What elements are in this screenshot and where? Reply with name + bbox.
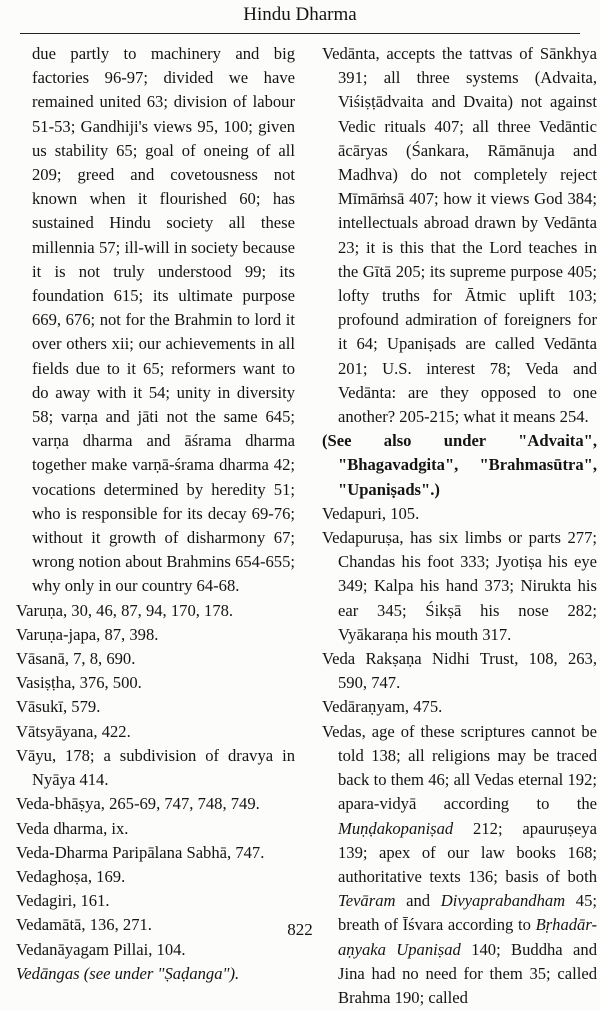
title-text: Divyaprabandham: [440, 891, 566, 911]
index-entry: Vāyu, 178; a subdivision of dravya in Nyāya 414.: [16, 745, 295, 790]
title-text: Tevāram: [338, 891, 396, 911]
left-column: [16, 42, 295, 986]
cross-reference-note: (See also under "Advaita", "Bhagavadgita", "Brahmasūtra", "Upaniṣads".): [322, 431, 597, 499]
entry-text: 45; breath of Īśvara according to: [338, 891, 597, 935]
entry-text: Vedas, age of these scriptures cannot be told 138; all religions may be traced back to them 46; all Vedas eternal 192; apara-vidyā according to the: [322, 721, 597, 814]
running-header: Hindu Dharma: [243, 4, 357, 25]
index-entry: Vedāraṇyam, 475.: [322, 697, 443, 717]
page-number: 822: [287, 920, 313, 939]
index-entry: Veda Rakṣaṇa Nidhi Trust, 108, 263, 590, 747.: [322, 649, 597, 693]
index-entry: Vedapuri, 105.: [322, 503, 420, 523]
title-text: Bṛhadār-aṇyaka Upaniṣad: [338, 915, 597, 959]
index-entry: Veda-bhāṣya, 265-69, 747, 748, 749.: [16, 794, 260, 814]
right-column: [322, 42, 597, 1010]
header-rule: [20, 33, 580, 34]
index-entry: Vedamātā, 136, 271.: [16, 915, 152, 935]
entry-text: 140; Buddha and Jina had no need for them 35; called Brahma 190; called: [338, 939, 597, 1007]
index-entry: Vedagiri, 161.: [16, 891, 110, 911]
index-entry: Veda dharma, ix.: [16, 818, 129, 838]
index-entry: Veda-Dharma Paripālana Sabhā, 747.: [16, 842, 265, 862]
index-entry: Varuṇa, 30, 46, 87, 94, 170, 178.: [16, 600, 234, 620]
index-entry: Vedapuruṣa, has six limbs or parts 277; Chandas his foot 333; Jyotiṣa his eye 349; Kalpa his hand 373; Nirukta his ear 345; Śikṣā his nose 282; Vyākaraṇa his mouth 317.: [322, 528, 597, 644]
index-entry: Vāsanā, 7, 8, 690.: [16, 649, 136, 669]
index-entry: Varuṇa-japa, 87, 398.: [16, 624, 159, 644]
index-entry: Vāsukī, 579.: [16, 697, 101, 717]
index-entry-continuation: due partly to machinery and big factories 96-97; divided we have remained united 63; division of labour 51-53; Gandhiji's views 95, 100; given us stability 65; goal of oneing of all 209; greed and covetousness not known when it flourished 60; has sustained Hindu society all these millennia 57; ill-will in society because it is not truly understood 99; its foundation 615; its ultimate purpose 669, 676; not for the Brahmin to lord it over others xii; our achievements in all fields due to it 65; reformers want to do away with it 54; unity in diversity 58; varṇa and jāti not the same 645; varṇa dharma and āśrama dharma together make varṇā-śrama dharma 42; vocations determined by heredity 51; who is responsible for its decay 69-76; without it growth of disharmony 67; wrong notion about Brahmins 654-655; why only in our country 64-68.: [32, 44, 295, 596]
index-entry-vedas: [322, 720, 597, 1010]
index-entry: Vedaghoṣa, 169.: [16, 866, 126, 886]
index-entry: Vedāngas (see under "Ṣaḍanga").: [16, 963, 240, 983]
index-entry: Vedānta, accepts the tattvas of Sānkhya 391; all three systems (Advaita, Viśiṣṭādvaita and Dvaita) not against Vedic rituals 407; all three Vedāntic ācāryas (Śankara, Rāmānuja and Madhva) do not completely reject Mīmāṁsā 407; how it views God 384; intellectuals abroad drawn by Vedānta 23; it is this that the Lord teaches in the Gītā 205; its supreme purpose 405; lofty truths for Ātmic uplift 103; profound admiration of foreigners for it 64; Upaniṣads are called Vedānta 201; U.S. interest 78; Veda and Vedānta: are they opposed to one another? 205-215; what it means 254.: [322, 44, 597, 427]
entry-text: 212; apauruṣeya 139; apex of our law books 168; authoritative texts 136; basis of both: [338, 818, 597, 886]
entry-text: and: [395, 891, 441, 911]
title-text: Muṇḍakopaniṣad: [338, 818, 454, 838]
index-entry: Vedanāyagam Pillai, 104.: [16, 939, 186, 959]
index-entry: Vasiṣṭha, 376, 500.: [16, 673, 142, 693]
index-entry: Vātsyāyana, 422.: [16, 721, 131, 741]
